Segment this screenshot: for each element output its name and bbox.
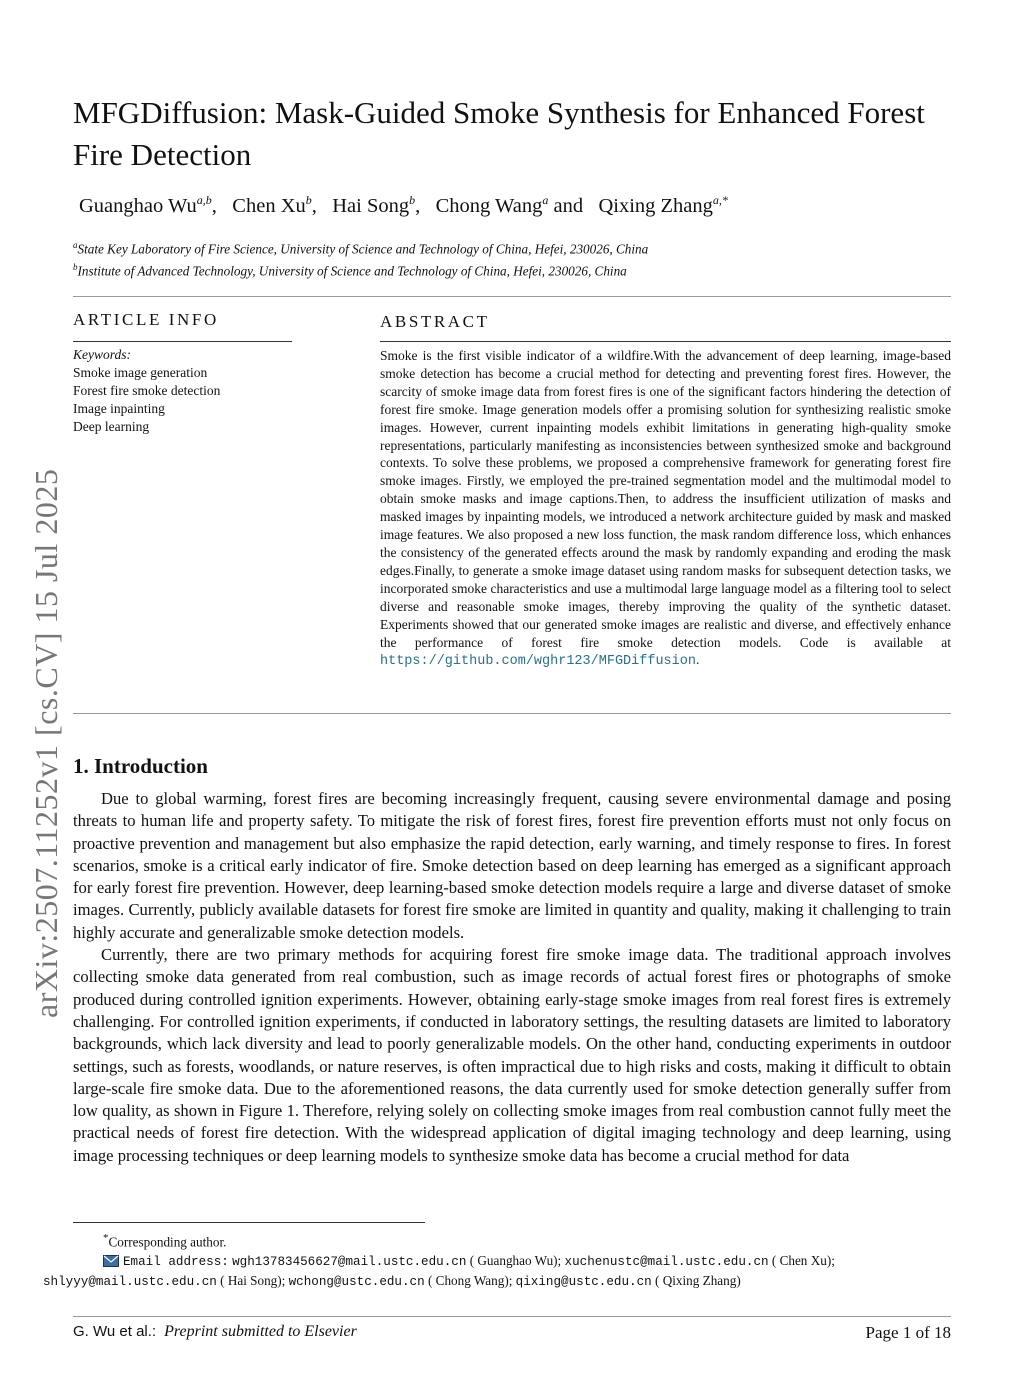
paragraph: Due to global warming, forest fires are becoming increasingly frequent, causing severe environmental damage and posing threats to human life and property safety. To mitigate the risk of forest fires, forest fire prevention efforts must not only focus on proactive prevention and management but also emphasize the rapid detection, early warning, and timely response to fires. In forest scenarios, smoke is a critical early indicator of fire. Smoke detection based on deep learning has emerged as a significant approach for early forest fire prevention. However, deep learning-based smoke detection models require a large and diverse dataset of smoke images. Currently, publicly available datasets for forest fire smoke are limited in quantity and quality, making it challenging to train highly accurate and generalizable smoke detection models. bbox=[73, 789, 951, 942]
author-name: Guanghao Wu bbox=[79, 194, 197, 217]
email-owner: ( Qixing Zhang) bbox=[655, 1273, 741, 1289]
author-name: Chong Wang bbox=[435, 194, 543, 217]
corresponding-author-note: *Corresponding author. bbox=[103, 1232, 227, 1250]
abstract-text: Smoke is the first visible indicator of a wildfire.With the advancement of deep learning, image-based smoke detection has become a crucial method for detecting and preventing forest fires. However, the scarcity of smoke image data from forest fires is one of the significant factors hindering the detection of forest fire smoke. Image generation models offer a promising solution for synthesizing realistic smoke images. However, current inpainting models exhibit limitations in generating high-quality smoke representations, particularly manifesting as inconsistencies between synthesized smoke and background contexts. To solve these problems, we proposed a comprehensive framework for generating forest fire smoke images. Firstly, we employed the pre-trained segmentation model and the multimodal model to obtain smoke masks and image captions.Then, to address the insufficient utilization of masks and masked images by inpainting models, we introduced a network architecture guided by mask and masked image features. We also proposed a new loss function, the mask random difference loss, which enhances the consistency of the generated effects around the mask by randomly expanding and eroding the mask edges.Finally, to generate a smoke image dataset using random masks for subsequent detection tasks, we incorporated smoke characteristics and use a multimodal large language model as a filtering tool to select diverse and reasonable smoke images, thereby improving the quality of the synthetic dataset. Experiments showed that our generated smoke images are realistic and diverse, and effectively enhance the performance of forest fire smoke detection models. Code is available at bbox=[380, 348, 951, 650]
email-owner: ( Guanghao Wu); bbox=[469, 1252, 562, 1268]
keyword-item: Forest fire smoke detection bbox=[73, 383, 221, 398]
email-owner: ( Hai Song); bbox=[220, 1273, 286, 1289]
affiliation-sup: a bbox=[73, 240, 78, 250]
abstract-body bbox=[380, 347, 951, 671]
author-affil-sup: a,b bbox=[196, 193, 212, 207]
keyword-item: Deep learning bbox=[73, 419, 150, 434]
footer-divider bbox=[73, 1316, 951, 1317]
author-name: Hai Song bbox=[332, 194, 410, 217]
email-label: Email address: bbox=[123, 1254, 229, 1269]
author-list: Guanghao Wu$^{a,b}$, Chen Xu$^b$, Hai Song$^b$, Chong Wang$^a$ and Qixing Zhang$^{a,*}$ bbox=[79, 193, 728, 217]
abstract-rule bbox=[380, 341, 951, 342]
page-number: Page 1 of 18 bbox=[865, 1323, 951, 1342]
affiliation bbox=[73, 240, 648, 257]
email-link[interactable]: qixing@ustc.edu.cn bbox=[515, 1275, 652, 1290]
keywords-label: Keywords: bbox=[73, 347, 131, 362]
email-footnote bbox=[43, 1252, 951, 1292]
author-name: Qixing Zhang bbox=[598, 194, 713, 217]
author-affil-sup: b bbox=[409, 193, 416, 207]
corresponding-text: Corresponding author. bbox=[108, 1234, 227, 1250]
affiliation bbox=[73, 262, 627, 279]
author-affil-sup: b bbox=[305, 193, 312, 207]
envelope-icon bbox=[103, 1254, 119, 1273]
article-info-heading: ARTICLE INFO bbox=[73, 310, 219, 329]
paragraph: Currently, there are two primary methods for acquiring forest fire smoke image data. The traditional approach involves collecting smoke data generated from real combustion, such as image records of actual forest fires or photographs of smoke produced during controlled ignition experiments. However, obtaining early-stage smoke images from real forest fires is extremely challenging. For controlled ignition experiments, if conducted in laboratory settings, the resulting datasets are limited to laboratory backgrounds, which lack diversity and lead to poorly generalizable models. On the other hand, conducting experiments in outdoor settings, such as forests, woodlands, or nature reserves, is often impractical due to high risks and costs, making it difficult to obtain large-scale fire smoke data. Due to the aforementioned reasons, the data currently used for smoke detection generally suffer from low quality, as shown in Figure 1. Therefore, relying solely on collecting smoke images from real combustion cannot fully meet the practical needs of forest fire detection. With the widespread application of digital imaging technology and deep learning, using image processing techniques or deep learning models to synthesize smoke data has become a crucial method for data bbox=[73, 945, 951, 1165]
header-divider bbox=[73, 296, 951, 297]
section-heading-introduction: 1. Introduction bbox=[73, 754, 208, 778]
footer-journal: Preprint submitted to Elsevier bbox=[164, 1323, 357, 1340]
email-owner: ( Chen Xu); bbox=[771, 1252, 835, 1268]
footer-citation: G. Wu et al.: Preprint submitted to Elsevier bbox=[73, 1323, 357, 1340]
email-link[interactable]: xuchenustc@mail.ustc.edu.cn bbox=[564, 1254, 769, 1269]
article-info-rule bbox=[73, 341, 292, 342]
abstract-heading: ABSTRACT bbox=[380, 312, 490, 331]
abstract-divider bbox=[73, 713, 951, 714]
keyword-list bbox=[73, 364, 220, 436]
keyword-item: Image inpainting bbox=[73, 401, 165, 416]
paper-title: MFGDiffusion: Mask-Guided Smoke Synthesis for Enhanced Forest Fire Detection bbox=[73, 95, 925, 172]
author-affil-sup: a bbox=[542, 193, 549, 207]
abstract-end: . bbox=[695, 652, 700, 668]
email-owner: ( Chong Wang); bbox=[427, 1273, 513, 1289]
author-name: Chen Xu bbox=[232, 194, 306, 217]
arxiv-stamp: arXiv:2507.11252v1 [cs.CV] 15 Jul 2025 bbox=[28, 468, 64, 1018]
author-affil-sup: a,* bbox=[712, 193, 728, 207]
footnote-rule bbox=[73, 1222, 425, 1223]
introduction-body bbox=[73, 788, 951, 1167]
footnotes bbox=[43, 1229, 951, 1292]
keyword-item: Smoke image generation bbox=[73, 365, 208, 380]
affiliation-sup: b bbox=[73, 262, 78, 272]
email-link[interactable]: shlyyy@mail.ustc.edu.cn bbox=[43, 1275, 217, 1290]
email-link[interactable]: wchong@ustc.edu.cn bbox=[288, 1275, 425, 1290]
author-and: and bbox=[553, 194, 584, 217]
footer-authors: G. Wu et al. bbox=[73, 1323, 152, 1340]
affiliation-text: State Key Laboratory of Fire Science, University of Science and Technology of China, Hefei, 230026, China bbox=[77, 241, 649, 257]
code-repository-link[interactable]: https://github.com/wghr123/MFGDiffusion bbox=[380, 654, 696, 670]
email-link[interactable]: wgh13783456627@mail.ustc.edu.cn bbox=[232, 1254, 467, 1269]
affiliation-text: Institute of Advanced Technology, University of Science and Technology of China, Hefei, 230026, China bbox=[77, 263, 627, 279]
